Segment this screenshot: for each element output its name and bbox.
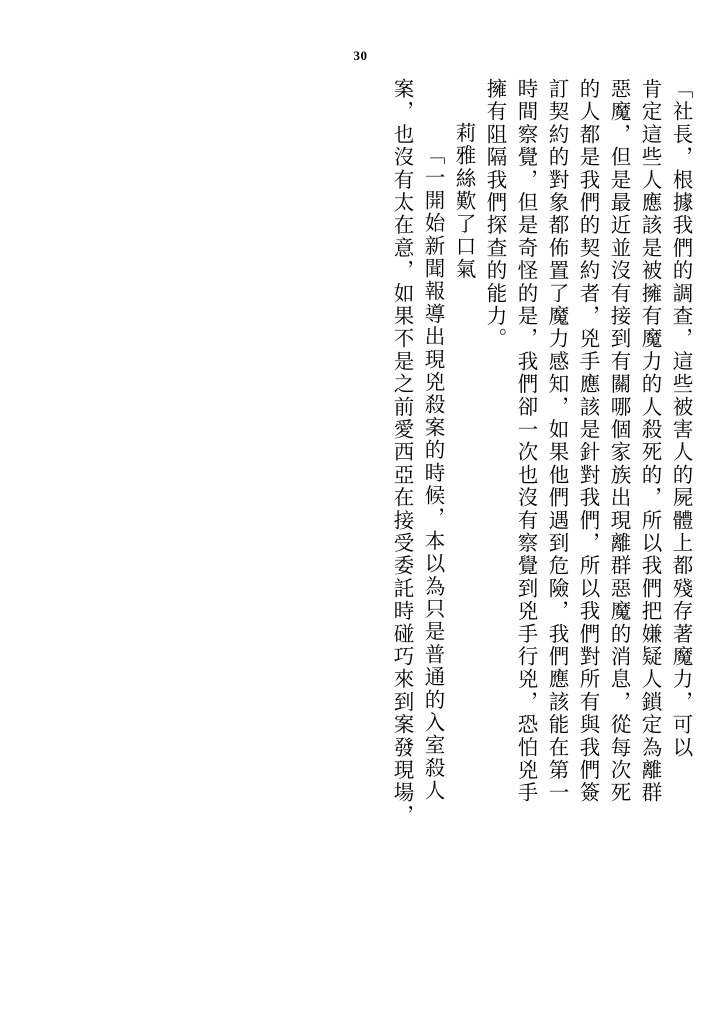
text-column: 「社長，根據我們的調查，這些被害人的屍體上都殘存著魔力，可以 bbox=[669, 78, 693, 759]
text-column: 時間察覺，但是奇怪的是，我們卻一次也沒有察覺到兇手行兇，恐怕兇手 bbox=[514, 78, 538, 805]
text-column: 的人都是我們的契約者，兇手應該是針對我們，所以我們對所有與我們簽 bbox=[576, 78, 600, 805]
text-column: 案，也沒有太在意，如果不是之前愛西亞在接受委託時碰巧來到案發現場， bbox=[390, 78, 414, 828]
text-column: 訂契約的對象都佈置了魔力感知，如果他們遇到危險，我們應該能在第一 bbox=[545, 78, 569, 805]
text-column: 「一開始新聞報導出現兇殺案的時候，本以為只是普通的入室殺人 bbox=[421, 144, 445, 803]
vertical-text-body bbox=[30, 78, 691, 968]
text-column: 擁有阻隔我們探查的能力。 bbox=[483, 78, 507, 351]
text-column: 莉雅絲歎了口氣 bbox=[452, 122, 476, 281]
page-number: 30 bbox=[353, 48, 368, 63]
text-column: 肯定這些人應該是被擁有魔力的人殺死的，所以我們把嫌疑人鎖定為離群 bbox=[638, 78, 662, 805]
text-column: 惡魔，但是最近並沒有接到有關哪個家族出現離群惡魔的消息，從每次死 bbox=[607, 78, 631, 805]
